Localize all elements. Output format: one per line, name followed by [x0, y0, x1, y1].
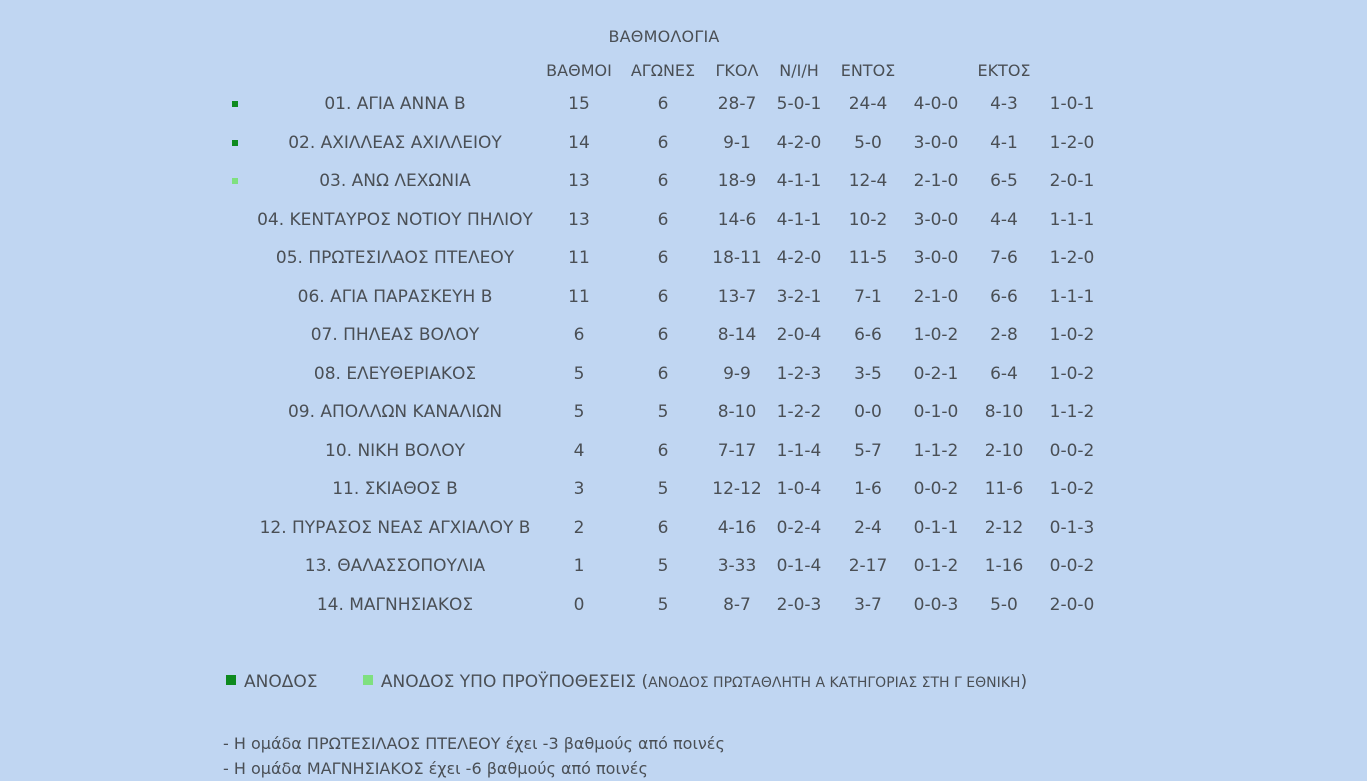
games-cell: 5 — [657, 402, 669, 423]
wdl-cell: 4-2-0 — [776, 132, 822, 153]
away-goals-cell: 4-4 — [990, 209, 1018, 230]
wdl-cell: 2-0-3 — [776, 594, 822, 615]
legend-conditional-label: ΑΝΟΔΟΣ ΥΠΟ ΠΡΟΫΠΟΘΕΣΕΙΣ ( — [380, 672, 649, 692]
away-goals-cell: 6-6 — [990, 286, 1018, 307]
home-goals-cell: 5-0 — [854, 132, 882, 153]
goals-cell: 18-11 — [712, 248, 762, 269]
legend-conditional-note: ΑΝΟΔΟΣ ΠΡΩΤΑΘΛΗΤΗ Α ΚΑΤΗΓΟΡΙΑΣ ΣΤΗ Γ ΕΘΝΙΚΗ — [648, 675, 1021, 691]
away-wdl-cell: 1-0-2 — [1049, 325, 1095, 346]
away-goals-cell: 7-6 — [990, 248, 1018, 269]
home-goals-cell: 24-4 — [848, 94, 888, 115]
team-name: 05. ΠΡΩΤΕΣΙΛΑΟΣ ΠΤΕΛΕΟΥ — [275, 248, 515, 269]
goals-cell: 7-17 — [717, 440, 757, 461]
home-goals-cell: 10-2 — [848, 209, 888, 230]
legend — [226, 672, 1067, 692]
team-name: 06. ΑΓΙΑ ΠΑΡΑΣΚΕΥΗ Β — [297, 286, 493, 307]
status-mark-cell — [220, 278, 250, 317]
away-wdl-cell: 2-0-0 — [1049, 594, 1095, 615]
points-cell: 1 — [573, 556, 585, 577]
status-mark-cell — [220, 85, 250, 124]
away-wdl-cell: 1-1-1 — [1049, 209, 1095, 230]
table-row — [220, 316, 1104, 355]
team-name: 13. ΘΑΛΑΣΣΟΠΟΥΛΙΑ — [304, 556, 486, 577]
team-name: 11. ΣΚΙΑΘΟΣ Β — [332, 479, 458, 500]
team-name: 09. ΑΠΟΛΛΩΝ ΚΑΝΑΛΙΩΝ — [287, 402, 503, 423]
points-cell: 3 — [573, 479, 585, 500]
home-goals-cell: 6-6 — [854, 325, 882, 346]
table-row — [220, 124, 1104, 163]
home-wdl-cell: 0-2-1 — [913, 363, 959, 384]
home-wdl-cell: 3-0-0 — [913, 248, 959, 269]
games-cell: 6 — [657, 209, 669, 230]
header-row — [220, 55, 1104, 85]
points-cell: 11 — [568, 248, 590, 269]
status-mark-cell — [220, 316, 250, 355]
team-name: 10. ΝΙΚΗ ΒΟΛΟΥ — [325, 440, 465, 461]
table-row — [220, 355, 1104, 394]
away-wdl-cell: 0-1-3 — [1049, 517, 1095, 538]
page-title: ΒΑΘΜΟΛΟΓΙΑ — [608, 27, 720, 46]
away-goals-cell: 4-1 — [990, 132, 1018, 153]
legend-promotion — [226, 672, 317, 692]
standings-rows — [220, 85, 1104, 624]
header-team — [250, 55, 540, 85]
home-wdl-cell: 0-1-2 — [913, 556, 959, 577]
away-goals-cell: 2-12 — [984, 517, 1024, 538]
away-wdl-cell: 0-0-2 — [1049, 440, 1095, 461]
table-row — [220, 432, 1104, 471]
header-away-spacer — [1040, 55, 1104, 85]
home-goals-cell: 5-7 — [854, 440, 882, 461]
table-row — [220, 586, 1104, 625]
away-wdl-cell: 1-2-0 — [1049, 132, 1095, 153]
points-cell: 5 — [573, 363, 585, 384]
legend-conditional-close: ) — [1020, 672, 1028, 692]
status-mark-cell — [220, 470, 250, 509]
away-wdl-cell: 1-1-1 — [1049, 286, 1095, 307]
table-row — [220, 201, 1104, 240]
home-wdl-cell: 0-0-2 — [913, 479, 959, 500]
home-goals-cell: 12-4 — [848, 171, 888, 192]
wdl-cell: 1-2-3 — [776, 363, 822, 384]
standings-panel — [220, 0, 1120, 779]
home-goals-cell: 11-5 — [848, 248, 888, 269]
header-points: ΒΑΘΜΟΙ — [546, 60, 612, 80]
wdl-cell: 4-1-1 — [776, 171, 822, 192]
away-goals-cell: 8-10 — [984, 402, 1024, 423]
team-name: 04. ΚΕΝΤΑΥΡΟΣ ΝΟΤΙΟΥ ΠΗΛΙΟΥ — [257, 209, 533, 230]
points-cell: 15 — [568, 94, 590, 115]
penalty-notes — [223, 731, 725, 781]
games-cell: 6 — [657, 248, 669, 269]
home-goals-cell: 2-4 — [854, 517, 882, 538]
header-games: ΑΓΩΝΕΣ — [630, 60, 696, 80]
points-cell: 13 — [568, 171, 590, 192]
table-row — [220, 85, 1104, 124]
legend-promotion-label: ΑΝΟΔΟΣ — [244, 672, 318, 692]
team-name: 07. ΠΗΛΕΑΣ ΒΟΛΟΥ — [310, 325, 480, 346]
header-goals: ΓΚΟΛ — [715, 60, 759, 80]
home-wdl-cell: 3-0-0 — [913, 132, 959, 153]
wdl-cell: 0-2-4 — [776, 517, 822, 538]
home-goals-cell: 2-17 — [848, 556, 888, 577]
games-cell: 6 — [657, 517, 669, 538]
games-cell: 6 — [657, 132, 669, 153]
games-cell: 6 — [657, 325, 669, 346]
away-goals-cell: 6-5 — [990, 171, 1018, 192]
points-cell: 0 — [573, 594, 585, 615]
goals-cell: 14-6 — [717, 209, 757, 230]
goals-cell: 13-7 — [717, 286, 757, 307]
status-mark-cell — [220, 393, 250, 432]
away-wdl-cell: 1-2-0 — [1049, 248, 1095, 269]
away-goals-cell: 11-6 — [984, 479, 1024, 500]
games-cell: 6 — [657, 171, 669, 192]
home-wdl-cell: 4-0-0 — [913, 94, 959, 115]
team-name: 08. ΕΛΕΥΘΕΡΙΑΚΟΣ — [313, 363, 477, 384]
points-cell: 11 — [568, 286, 590, 307]
legend-conditional — [363, 672, 1027, 692]
home-wdl-cell: 2-1-0 — [913, 286, 959, 307]
away-goals-cell: 1-16 — [984, 556, 1024, 577]
team-name: 12. ΠΥΡΑΣΟΣ ΝΕΑΣ ΑΓΧΙΑΛΟΥ Β — [259, 517, 531, 538]
home-wdl-cell: 0-1-0 — [913, 402, 959, 423]
home-goals-cell: 1-6 — [854, 479, 882, 500]
goals-cell: 3-33 — [717, 556, 757, 577]
wdl-cell: 1-1-4 — [776, 440, 822, 461]
penalty-note: - Η ομάδα ΠΡΩΤΕΣΙΛΑΟΣ ΠΤΕΛΕΟΥ έχει -3 βαθμούς από ποινές — [223, 734, 725, 753]
wdl-cell: 1-0-4 — [776, 479, 822, 500]
status-mark-cell — [220, 586, 250, 625]
status-mark-cell — [220, 162, 250, 201]
away-wdl-cell: 1-1-2 — [1049, 402, 1095, 423]
promotion-square-icon — [232, 101, 238, 107]
home-goals-cell: 7-1 — [854, 286, 882, 307]
home-wdl-cell: 3-0-0 — [913, 209, 959, 230]
wdl-cell: 0-1-4 — [776, 556, 822, 577]
home-goals-cell: 0-0 — [854, 402, 882, 423]
home-goals-cell: 3-5 — [854, 363, 882, 384]
goals-cell: 8-10 — [717, 402, 757, 423]
wdl-cell: 2-0-4 — [776, 325, 822, 346]
points-cell: 6 — [573, 325, 585, 346]
conditional-promotion-square-icon — [232, 178, 238, 184]
goals-cell: 12-12 — [712, 479, 762, 500]
status-mark-cell — [220, 239, 250, 278]
away-wdl-cell: 2-0-1 — [1049, 171, 1095, 192]
away-goals-cell: 4-3 — [990, 94, 1018, 115]
promotion-square-icon — [226, 675, 236, 685]
wdl-cell: 4-2-0 — [776, 248, 822, 269]
games-cell: 5 — [657, 556, 669, 577]
table-row — [220, 470, 1104, 509]
games-cell: 6 — [657, 440, 669, 461]
goals-cell: 9-1 — [723, 132, 751, 153]
goals-cell: 28-7 — [717, 94, 757, 115]
home-wdl-cell: 0-1-1 — [913, 517, 959, 538]
status-mark-cell — [220, 509, 250, 548]
team-name: 14. ΜΑΓΝΗΣΙΑΚΟΣ — [316, 594, 474, 615]
wdl-cell: 4-1-1 — [776, 209, 822, 230]
table-row — [220, 547, 1104, 586]
header-away: ΕΚΤΟΣ — [977, 60, 1031, 80]
points-cell: 13 — [568, 209, 590, 230]
home-goals-cell: 3-7 — [854, 594, 882, 615]
home-wdl-cell: 1-0-2 — [913, 325, 959, 346]
home-wdl-cell: 2-1-0 — [913, 171, 959, 192]
conditional-promotion-square-icon — [363, 675, 373, 685]
header-home-spacer — [904, 55, 968, 85]
table-row — [220, 239, 1104, 278]
table-row — [220, 509, 1104, 548]
home-wdl-cell: 0-0-3 — [913, 594, 959, 615]
goals-cell: 18-9 — [717, 171, 757, 192]
goals-cell: 8-14 — [717, 325, 757, 346]
games-cell: 6 — [657, 363, 669, 384]
away-wdl-cell: 0-0-2 — [1049, 556, 1095, 577]
penalty-note: - Η ομάδα ΜΑΓΝΗΣΙΑΚΟΣ έχει -6 βαθμούς από ποινές — [223, 759, 648, 778]
away-goals-cell: 5-0 — [990, 594, 1018, 615]
team-name: 01. ΑΓΙΑ ΑΝΝΑ Β — [324, 94, 466, 115]
points-cell: 2 — [573, 517, 585, 538]
status-mark-cell — [220, 201, 250, 240]
table-row — [220, 162, 1104, 201]
table-row — [220, 278, 1104, 317]
away-wdl-cell: 1-0-2 — [1049, 363, 1095, 384]
goals-cell: 4-16 — [717, 517, 757, 538]
games-cell: 6 — [657, 286, 669, 307]
points-cell: 4 — [573, 440, 585, 461]
games-cell: 5 — [657, 594, 669, 615]
wdl-cell: 1-2-2 — [776, 402, 822, 423]
status-mark-cell — [220, 547, 250, 586]
wdl-cell: 3-2-1 — [776, 286, 822, 307]
home-wdl-cell: 1-1-2 — [913, 440, 959, 461]
away-goals-cell: 6-4 — [990, 363, 1018, 384]
games-cell: 6 — [657, 94, 669, 115]
away-goals-cell: 2-8 — [990, 325, 1018, 346]
standings-table — [220, 55, 1104, 624]
away-wdl-cell: 1-0-1 — [1049, 94, 1095, 115]
promotion-square-icon — [232, 140, 238, 146]
status-mark-cell — [220, 432, 250, 471]
header-wdl: Ν/Ι/Η — [779, 60, 819, 80]
points-cell: 14 — [568, 132, 590, 153]
status-mark-cell — [220, 355, 250, 394]
games-cell: 5 — [657, 479, 669, 500]
table-row — [220, 393, 1104, 432]
points-cell: 5 — [573, 402, 585, 423]
header-home: ΕΝΤΟΣ — [840, 60, 896, 80]
goals-cell: 9-9 — [723, 363, 751, 384]
header-mark — [220, 55, 250, 85]
wdl-cell: 5-0-1 — [776, 94, 822, 115]
away-wdl-cell: 1-0-2 — [1049, 479, 1095, 500]
status-mark-cell — [220, 124, 250, 163]
team-name: 02. ΑΧΙΛΛΕΑΣ ΑΧΙΛΛΕΙΟΥ — [288, 132, 502, 153]
away-goals-cell: 2-10 — [984, 440, 1024, 461]
team-name: 03. ΑΝΩ ΛΕΧΩΝΙΑ — [319, 171, 471, 192]
goals-cell: 8-7 — [723, 594, 751, 615]
